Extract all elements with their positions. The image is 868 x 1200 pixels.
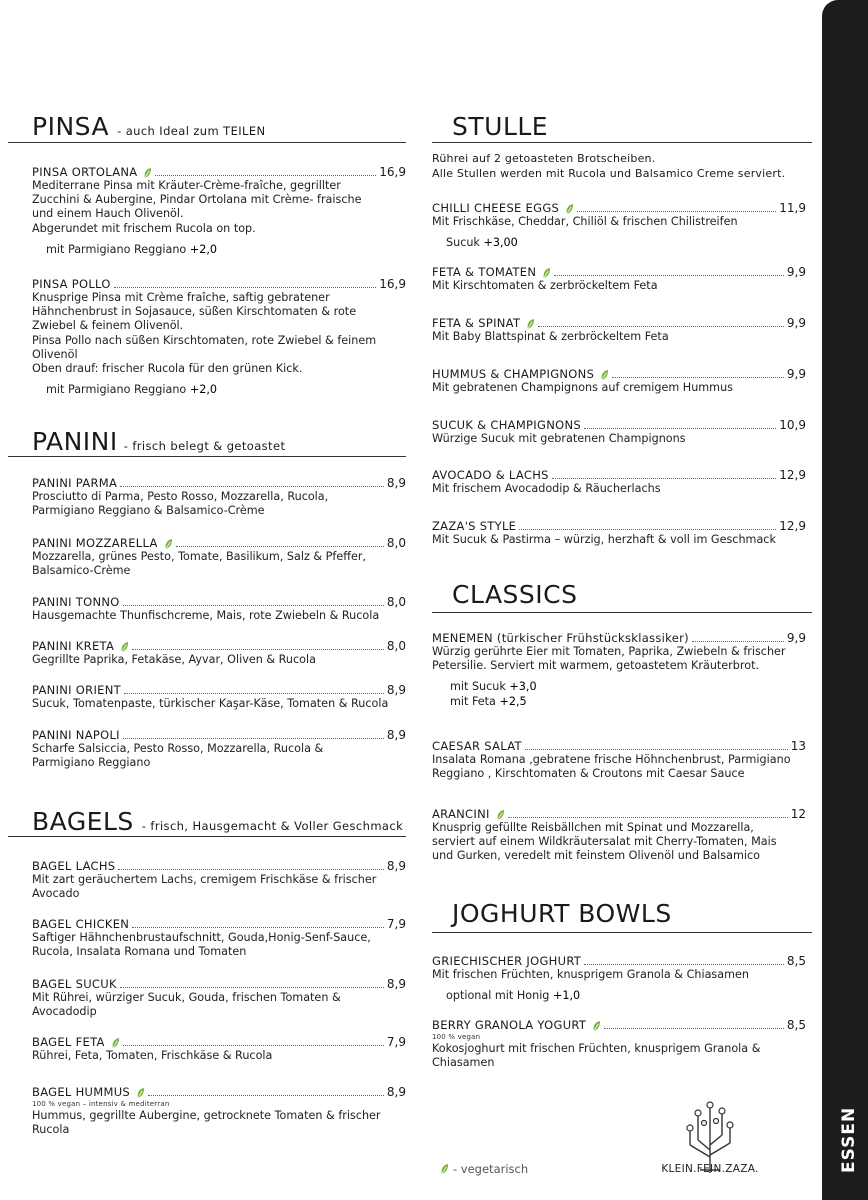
menu-item (32, 276, 406, 397)
item-row (432, 806, 806, 821)
section-rule (8, 142, 406, 143)
item-row (432, 315, 806, 330)
item-price: 7,9 (386, 1035, 406, 1049)
item-row (32, 1084, 406, 1099)
item-price: 12 (790, 807, 806, 821)
item-row (432, 1017, 806, 1032)
vegan-note: 100 % vegan (432, 1033, 481, 1041)
section-subtitle: - frisch belegt & getoastet (123, 439, 286, 453)
leaf-icon (565, 203, 574, 215)
item-price: 8,9 (386, 1085, 406, 1099)
item-description: Mit frischem Avocadodip & Räucherlachs (432, 482, 661, 495)
section-subtitle: - auch Ideal zum TEILEN (117, 124, 266, 138)
leaf-icon (440, 1163, 449, 1175)
menu-item (32, 594, 406, 623)
item-name: PANINI ORIENT (32, 683, 121, 697)
item-name: PINSA ORTOLANA (32, 165, 138, 179)
section-rule (432, 612, 812, 613)
item-row (32, 276, 406, 291)
item-price: 8,9 (386, 476, 406, 490)
menu-item (32, 858, 406, 901)
item-price: 9,9 (786, 367, 806, 381)
item-description: Prosciutto di Parma, Pesto Rosso, Mozzarella, Rucola, Parmigiano Reggiano & Balsamico-Crème (32, 490, 329, 518)
item-row (32, 1034, 406, 1049)
menu-item (432, 630, 806, 709)
item-description: Mit Rührei, würziger Sucuk, Gouda, frischen Tomaten & Avocadodip (32, 991, 341, 1019)
menu-item (432, 806, 806, 864)
item-price: 8,0 (386, 639, 406, 653)
leader-dots (519, 528, 776, 530)
leader-dots (123, 737, 384, 739)
menu-item (432, 738, 806, 781)
logo-text: KLEIN.FEIN.ZAZA. (661, 1163, 759, 1175)
leader-dots (538, 325, 784, 327)
item-price: 8,9 (386, 683, 406, 697)
item-price: 7,9 (386, 917, 406, 931)
section-heading: PANINI (32, 427, 118, 456)
item-row (432, 953, 806, 968)
item-name: AVOCADO & LACHS (432, 468, 549, 482)
item-price: 12,9 (779, 468, 806, 482)
item-extra: Sucuk +3,00 (446, 236, 518, 250)
item-row (432, 264, 806, 279)
leaf-icon (542, 267, 551, 279)
item-description: Mit Kirschtomaten & zerbröckeltem Feta (432, 279, 658, 292)
menu-item (32, 1034, 406, 1063)
item-description: Hummus, gegrillte Aubergine, getrocknete Tomaten & frischer Rucola (32, 1109, 381, 1137)
leader-dots (123, 604, 384, 606)
item-extra: mit Parmigiano Reggiano +2,0 (46, 383, 217, 397)
leader-dots (148, 1094, 384, 1096)
item-description: Würzige Sucuk mit gebratenen Champignons (432, 432, 686, 445)
item-row (32, 535, 406, 550)
item-row (432, 518, 806, 533)
menu-item (32, 976, 406, 1019)
leaf-icon (592, 1020, 601, 1032)
item-name: PINSA POLLO (32, 277, 111, 291)
item-price: 8,9 (386, 728, 406, 742)
menu-item (32, 475, 406, 518)
item-name: FETA & SPINAT (432, 316, 521, 330)
leader-dots (692, 640, 784, 642)
section-rule (432, 142, 812, 143)
item-price: 13 (790, 739, 806, 753)
leaf-icon (120, 641, 129, 653)
menu-item (432, 417, 806, 446)
item-description: Gegrillte Paprika, Fetakäse, Ayvar, Oliven & Rucola (32, 653, 316, 666)
item-name: CAESAR SALAT (432, 739, 522, 753)
menu-item (432, 1017, 806, 1070)
item-row (432, 417, 806, 432)
item-price: 9,9 (786, 265, 806, 279)
item-description: Saftiger Hähnchenbrustaufschnitt, Gouda,Honig-Senf-Sauce, Rucola, Insalata Romana und Tomaten (32, 931, 371, 959)
item-price: 8,0 (386, 595, 406, 609)
section-rule (432, 932, 812, 933)
item-description: Mediterrane Pinsa mit Kräuter-Crème-fraîche, gegrillter Zucchini & Aubergine, Pindar Ortolana mit Crème- fraische und einem Hauch Olivenöl. Abgerundet mit frischem Rucola on top. (32, 179, 362, 235)
item-description: Insalata Romana ,gebratene frische Höhnchenbrust, Parmigiano Reggiano , Kirschtomaten & Croutons mit Caesar Sauce (432, 753, 791, 781)
item-price: 8,9 (386, 859, 406, 873)
section-heading: CLASSICS (452, 580, 578, 609)
menu-item (432, 366, 806, 395)
section-rule (8, 456, 406, 457)
leader-dots (577, 210, 776, 212)
section-rule (8, 836, 406, 837)
section-heading: STULLE (452, 112, 549, 141)
item-description: Knusprige Pinsa mit Crème fraîche, saftig gebratener Hähnchenbrust in Sojasauce, süßen Kirschtomaten & rote Zwiebel & feinem Olivenöl. Pinsa Pollo nach süßen Kirschtomaten, rote Zwiebel & feinem Olivenöl Oben drauf: frischer Rucola für den grünen Kick. (32, 291, 377, 376)
leaf-icon (164, 538, 173, 550)
item-description: Sucuk, Tomatenpaste, türkischer Kaşar-Käse, Tomaten & Rucola (32, 697, 389, 710)
leaf-icon (143, 167, 152, 179)
item-description: Würzig gerührte Eier mit Tomaten, Paprika, Zwiebeln & frischer Petersilie. Serviert mit warmem, getoastetem Kräuterbrot. (432, 645, 786, 673)
item-price: 11,9 (779, 201, 806, 215)
item-row (432, 630, 806, 645)
item-price: 8,9 (386, 977, 406, 991)
item-price: 10,9 (779, 418, 806, 432)
menu-item (32, 916, 406, 959)
menu-item (32, 535, 406, 578)
item-row (32, 594, 406, 609)
leader-dots (508, 816, 788, 818)
item-name: PANINI TONNO (32, 595, 120, 609)
item-name: PANINI MOZZARELLA (32, 536, 158, 550)
item-description: Mit Baby Blattspinat & zerbröckeltem Feta (432, 330, 669, 343)
vegan-note: 100 % vegan – intensiv & mediterran (32, 1100, 170, 1108)
leader-dots (118, 868, 383, 870)
bowls-title (452, 900, 672, 928)
item-row (32, 682, 406, 697)
section-subtitle: - frisch, Hausgemacht & Voller Geschmack (141, 819, 404, 833)
menu-item (432, 200, 806, 250)
leader-dots (584, 427, 776, 429)
stulle-intro: Rührei auf 2 getoasteten Brotscheiben. Alle Stullen werden mit Rucola und Balsamico Creme serviert. (432, 152, 786, 180)
item-name: BAGEL HUMMUS (32, 1085, 131, 1099)
menu-item (32, 727, 406, 770)
leader-dots (120, 485, 384, 487)
item-name: PANINI PARMA (32, 476, 118, 490)
item-name: CHILLI CHEESE EGGS (432, 201, 560, 215)
item-note: (türkischer Frühstücksklassiker) (496, 631, 689, 645)
section-heading: PINSA (32, 112, 110, 141)
item-name: BAGEL FETA (32, 1035, 105, 1049)
menu-item (432, 518, 806, 547)
item-name: GRIECHISCHER JOGHURT (432, 954, 582, 968)
leader-dots (554, 274, 784, 276)
side-tab-label: ESSEN (839, 1106, 859, 1174)
item-name: ARANCINI (432, 807, 490, 821)
item-description: Scharfe Salsiccia, Pesto Rosso, Mozzarella, Rucola & Parmigiano Reggiano (32, 742, 324, 770)
item-name: ZAZA'S STYLE (432, 519, 517, 533)
item-description: Mit zart geräuchertem Lachs, cremigem Frischkäse & frischer Avocado (32, 873, 377, 901)
menu-item (432, 315, 806, 344)
item-price: 8,0 (386, 536, 406, 550)
leader-dots (124, 692, 384, 694)
item-price: 16,9 (379, 277, 406, 291)
item-name: PANINI NAPOLI (32, 728, 120, 742)
leader-dots (123, 1044, 384, 1046)
item-row (432, 200, 806, 215)
item-row (32, 727, 406, 742)
item-price: 8,5 (786, 954, 806, 968)
legend (440, 1162, 528, 1176)
item-name: FETA & TOMATEN (432, 265, 537, 279)
item-price: 8,5 (786, 1018, 806, 1032)
leader-dots (132, 648, 384, 650)
item-row (32, 638, 406, 653)
item-extra: optional mit Honig +1,0 (446, 989, 581, 1003)
leader-dots (120, 986, 384, 988)
item-description: Mit frischen Früchten, knusprigem Granola & Chiasamen (432, 968, 749, 981)
leaf-icon (600, 369, 609, 381)
leader-dots (155, 174, 376, 176)
section-heading: JOGHURT BOWLS (452, 899, 672, 928)
item-description: Mit Frischkäse, Cheddar, Chiliöl & frischen Chilistreifen (432, 215, 738, 228)
menu-item (32, 638, 406, 667)
menu-item (32, 1084, 406, 1137)
item-row (32, 858, 406, 873)
leader-dots (132, 926, 384, 928)
leader-dots (525, 748, 788, 750)
leaf-icon (496, 809, 505, 821)
item-description: Kokosjoghurt mit frischen Früchten, knusprigem Granola & Chiasamen (432, 1042, 761, 1070)
item-description: Mozzarella, grünes Pesto, Tomate, Basilikum, Salz & Pfeffer, Balsamico-Crème (32, 550, 366, 578)
item-name: BAGEL LACHS (32, 859, 116, 873)
leader-dots (114, 286, 377, 288)
item-description: Mit gebratenen Champignons auf cremigem Hummus (432, 381, 734, 394)
item-name: BERRY GRANOLA YOGURT (432, 1018, 587, 1032)
leader-dots (612, 376, 784, 378)
item-name: BAGEL SUCUK (32, 977, 117, 991)
item-price: 9,9 (786, 631, 806, 645)
item-description: Rührei, Feta, Tomaten, Frischkäse & Rucola (32, 1049, 273, 1062)
leader-dots (604, 1027, 784, 1029)
leaf-icon (111, 1037, 120, 1049)
item-row (432, 467, 806, 482)
leaf-icon (136, 1087, 145, 1099)
item-extras: mit Sucuk +3,0 mit Feta +2,5 (450, 680, 537, 709)
item-name: MENEMEN (türkischer Frühstücksklassiker) (432, 631, 689, 645)
item-name: SUCUK & CHAMPIGNONS (432, 418, 581, 432)
side-tab (822, 0, 868, 1200)
item-row (432, 738, 806, 753)
leader-dots (584, 963, 784, 965)
leader-dots (176, 545, 384, 547)
menu-item (432, 467, 806, 496)
item-price: 12,9 (779, 519, 806, 533)
menu-item (432, 953, 806, 1003)
item-price: 9,9 (786, 316, 806, 330)
item-description: Hausgemachte Thunfischcreme, Mais, rote Zwiebeln & Rucola (32, 609, 380, 622)
menu-item (32, 164, 406, 257)
section-heading: BAGELS (32, 807, 134, 836)
item-name: PANINI KRETA (32, 639, 115, 653)
item-name: HUMMUS & CHAMPIGNONS (432, 367, 595, 381)
leader-dots (552, 477, 777, 479)
item-price: 16,9 (379, 165, 406, 179)
item-description: Mit Sucuk & Pastirma – würzig, herzhaft & voll im Geschmack (432, 533, 776, 546)
item-row (32, 475, 406, 490)
pinsa-title (32, 113, 266, 145)
menu-item (32, 682, 406, 711)
legend-text: - vegetarisch (453, 1162, 529, 1176)
leaf-icon (526, 318, 535, 330)
item-row (32, 916, 406, 931)
stulle-title (452, 113, 548, 141)
item-name: BAGEL CHICKEN (32, 917, 130, 931)
classics-title (452, 581, 578, 609)
item-row (432, 366, 806, 381)
item-extra: mit Parmigiano Reggiano +2,0 (46, 242, 217, 256)
item-row (32, 164, 406, 179)
item-row (32, 976, 406, 991)
item-description: Knusprig gefüllte Reisbällchen mit Spinat und Mozzarella, serviert auf einem Wildkräutersalat mit Cherry-Tomaten, Mais und Gurken, veredelt mit feinstem Olivenöl und Balsamico (432, 821, 777, 863)
menu-item (432, 264, 806, 293)
